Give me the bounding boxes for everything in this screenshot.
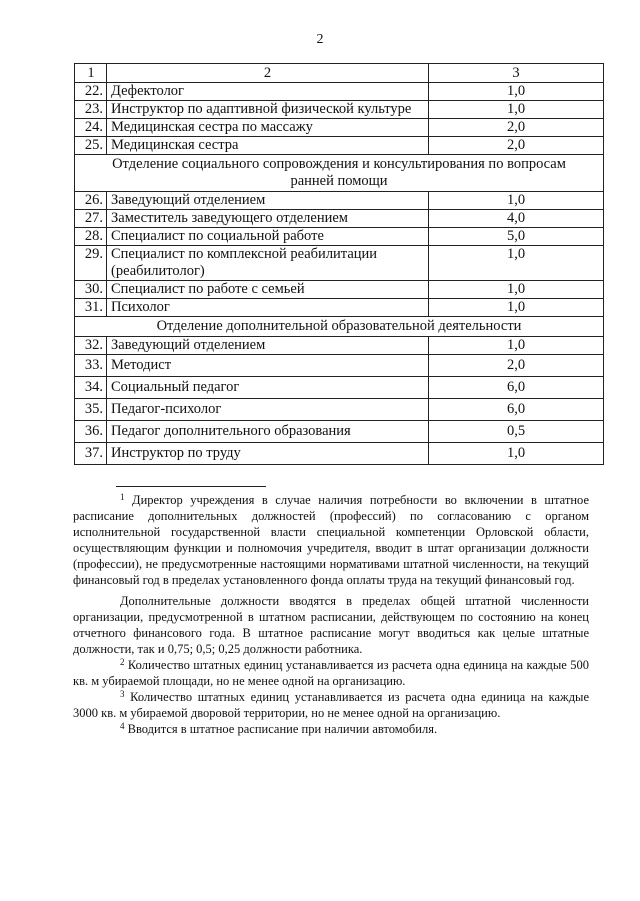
table-row xyxy=(75,192,604,210)
staff-units: 4,0 xyxy=(429,210,604,228)
table-row xyxy=(75,101,604,119)
footnote-mark: 1 xyxy=(120,492,125,502)
table-row xyxy=(75,210,604,228)
position-name: Педагог дополнительного образования xyxy=(107,421,429,443)
table-row xyxy=(75,337,604,355)
position-name: Медицинская сестра xyxy=(107,137,429,155)
table-header-row xyxy=(75,64,604,83)
position-name: Инструктор по адаптивной физической культуре xyxy=(107,101,429,119)
footnote-text: Дополнительные должности вводятся в пределах общей штатной численности организации, предусмотренной в штатном расписании, действующем по состоянию на конец отчетного финансового года. В штатное расписание могут вводиться как целые штатные должности, так и 0,75; 0,5; 0,25 должности работника. xyxy=(73,593,589,656)
row-number: 30. xyxy=(75,281,107,299)
footnote xyxy=(73,657,589,689)
staff-units: 6,0 xyxy=(429,399,604,421)
footnote-text: Вводится в штатное расписание при наличии автомобиля. xyxy=(127,722,438,737)
footnote-mark: 2 xyxy=(120,656,125,667)
footnote-mark: 4 xyxy=(120,721,125,732)
footnote-text: Директор учреждения в случае наличия потребности во включении в штатное расписание дополнительных должностей (профессий) по согласованию с органом исполнительной государственной власти специальной компетенции Орловской области, осуществляющим функции и полномочия учредителя, вводит в штат организации должности (профессии), не предусмотренные настоящими нормативами штатной численности, на текущий финансовый год в пределах установленного фонда оплаты труда на текущий финансовый год. xyxy=(73,493,590,588)
footnote xyxy=(73,593,589,657)
staff-units: 1,0 xyxy=(429,192,604,210)
table-row xyxy=(75,299,604,317)
position-name: Психолог xyxy=(107,299,429,317)
staff-units: 2,0 xyxy=(429,137,604,155)
table-row xyxy=(75,281,604,299)
row-number: 32. xyxy=(75,337,107,355)
table-row xyxy=(75,443,604,465)
table-row xyxy=(75,83,604,101)
position-name: Специалист по комплексной реабилитации (реабилитолог) xyxy=(107,246,429,281)
staff-units: 1,0 xyxy=(429,101,604,119)
staff-units: 1,0 xyxy=(429,281,604,299)
row-number: 25. xyxy=(75,137,107,155)
row-number: 28. xyxy=(75,228,107,246)
section-row xyxy=(75,317,604,337)
footnote xyxy=(73,721,589,737)
row-number: 26. xyxy=(75,192,107,210)
row-number: 29. xyxy=(75,246,107,281)
section-title: Отделение дополнительной образовательной деятельности xyxy=(75,317,604,337)
staff-units: 1,0 xyxy=(429,337,604,355)
staff-units: 1,0 xyxy=(429,443,604,465)
table-row xyxy=(75,228,604,246)
page-number: 2 xyxy=(316,32,324,47)
staff-units: 5,0 xyxy=(429,228,604,246)
staff-units: 6,0 xyxy=(429,377,604,399)
row-number: 37. xyxy=(75,443,107,465)
position-name: Заведующий отделением xyxy=(107,337,429,355)
footnote-mark: 3 xyxy=(120,689,125,700)
row-number: 34. xyxy=(75,377,107,399)
header-cell-number: 1 xyxy=(75,64,107,83)
staff-units: 2,0 xyxy=(429,355,604,377)
footnotes xyxy=(73,492,589,737)
row-number: 24. xyxy=(75,119,107,137)
row-number: 35. xyxy=(75,399,107,421)
footnote-separator xyxy=(116,486,266,487)
staff-units: 1,0 xyxy=(429,299,604,317)
row-number: 36. xyxy=(75,421,107,443)
position-name: Социальный педагог xyxy=(107,377,429,399)
row-number: 27. xyxy=(75,210,107,228)
row-number: 23. xyxy=(75,101,107,119)
staff-units: 0,5 xyxy=(429,421,604,443)
header-cell-value: 3 xyxy=(429,64,604,83)
table-row xyxy=(75,246,604,281)
position-name: Заведующий отделением xyxy=(107,192,429,210)
position-name: Медицинская сестра по массажу xyxy=(107,119,429,137)
position-name: Специалист по работе с семьей xyxy=(107,281,429,299)
position-name: Инструктор по труду xyxy=(107,443,429,465)
table-row xyxy=(75,355,604,377)
table-row xyxy=(75,399,604,421)
footnote xyxy=(73,689,589,721)
footnote xyxy=(73,492,589,589)
position-name: Заместитель заведующего отделением xyxy=(107,210,429,228)
position-name: Дефектолог xyxy=(107,83,429,101)
staffing-table xyxy=(74,63,604,465)
footnote-text: Количество штатных единиц устанавливается из расчета одна единица на каждые 3000 кв. м убираемой дворовой территории, но не менее одной на организацию. xyxy=(73,690,590,721)
row-number: 31. xyxy=(75,299,107,317)
table-row xyxy=(75,137,604,155)
section-title: Отделение социального сопровождения и консультирования по вопросам ранней помощи xyxy=(75,155,604,192)
section-row xyxy=(75,155,604,192)
row-number: 33. xyxy=(75,355,107,377)
table-row xyxy=(75,421,604,443)
position-name: Методист xyxy=(107,355,429,377)
footnote-text: Количество штатных единиц устанавливается из расчета одна единица на каждые 500 кв. м убираемой площади, но не менее одной на организацию. xyxy=(73,657,590,689)
header-cell-position: 2 xyxy=(107,64,429,83)
row-number: 22. xyxy=(75,83,107,101)
staff-units: 1,0 xyxy=(429,83,604,101)
position-name: Специалист по социальной работе xyxy=(107,228,429,246)
position-name: Педагог-психолог xyxy=(107,399,429,421)
table-row xyxy=(75,119,604,137)
staff-units: 1,0 xyxy=(429,246,604,281)
table-row xyxy=(75,377,604,399)
staffing-table-body xyxy=(75,64,604,465)
staff-units: 2,0 xyxy=(429,119,604,137)
